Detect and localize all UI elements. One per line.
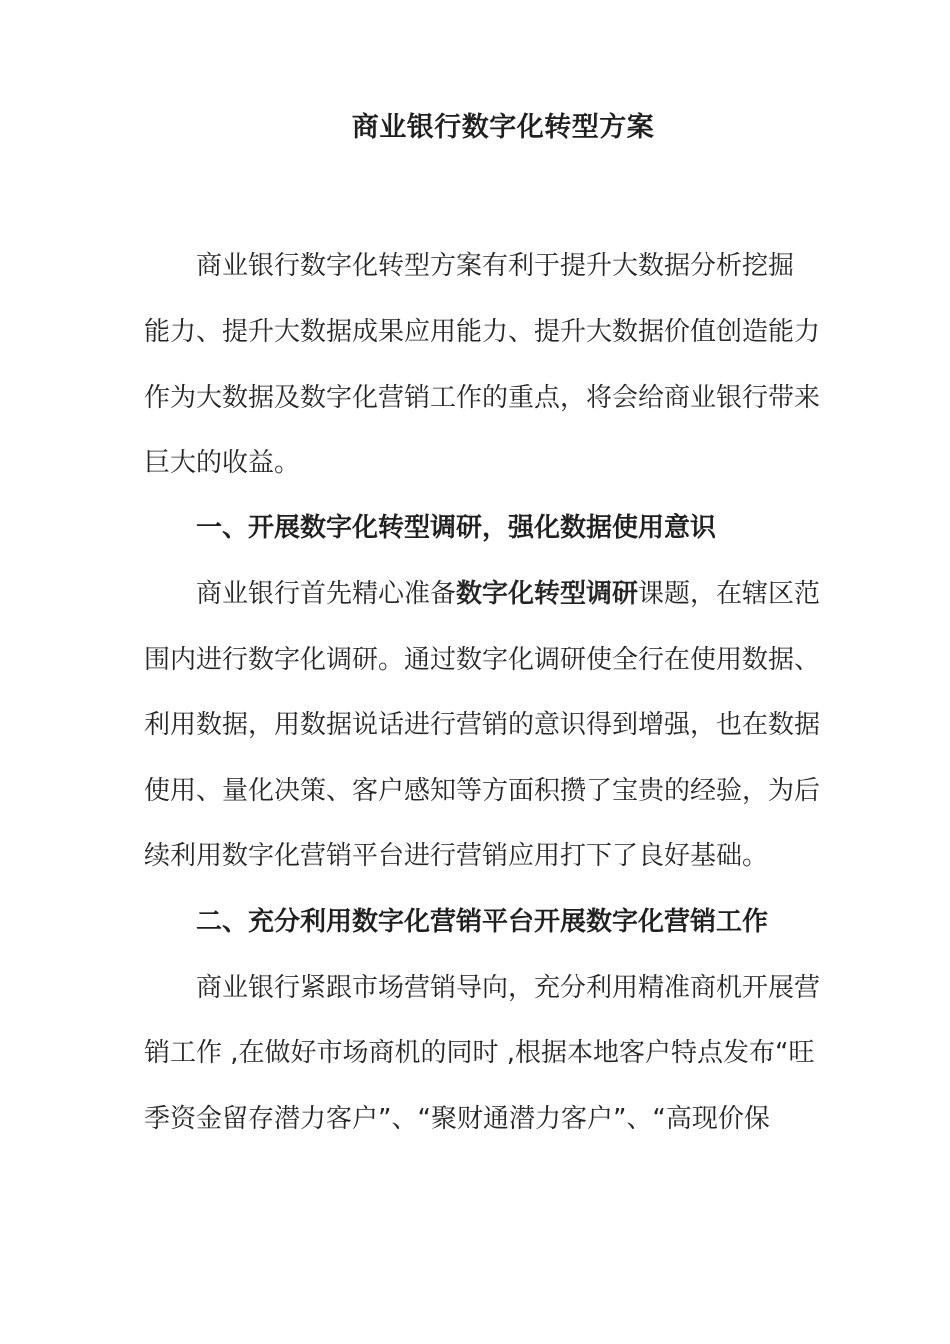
intro-line-3: 作为大数据及数字化营销工作的重点，将会给商业银行带来 (144, 383, 821, 413)
section-1-line-1-pre: 商业银行首先精心准备 (196, 579, 457, 609)
intro-line-2: 能力、提升大数据成果应用能力、提升大数据价值创造能力 (144, 317, 821, 347)
document-title: 商业银行数字化转型方案 (351, 112, 655, 143)
section-1-line-1 (196, 574, 820, 614)
section-2-line-1: 商业银行紧跟市场营销导向，充分利用精准商机开展营 (196, 973, 821, 1003)
section-1-line-1-bold: 数字化转型调研 (456, 579, 639, 609)
section-1-line-4: 使用、量化决策、客户感知等方面积攒了宝贵的经验，为后 (144, 776, 821, 806)
section-1-line-1-post: 课题，在辖区范 (638, 579, 821, 609)
section-1-heading: 一、开展数字化转型调研，强化数据使用意识 (196, 513, 717, 543)
intro-line-4: 巨大的收益。 (144, 448, 301, 478)
section-2-line-3: 季资金留存潜力客户”、“聚财通潜力客户”、“高现价保 (144, 1104, 770, 1134)
section-2-line-2: 销工作 ,在做好市场商机的同时 ,根据本地客户特点发布“旺 (144, 1038, 815, 1068)
intro-line-1: 商业银行数字化转型方案有利于提升大数据分析挖掘 (196, 251, 795, 281)
section-1-line-5: 续利用数字化营销平台进行营销应用打下了良好基础。 (144, 841, 769, 871)
section-1-line-2: 围内进行数字化调研。通过数字化调研使全行在使用数据、 (144, 645, 821, 675)
section-2-heading: 二、充分利用数字化营销平台开展数字化营销工作 (196, 907, 769, 937)
section-1-line-3: 利用数据，用数据说话进行营销的意识得到增强，也在数据 (144, 710, 821, 740)
